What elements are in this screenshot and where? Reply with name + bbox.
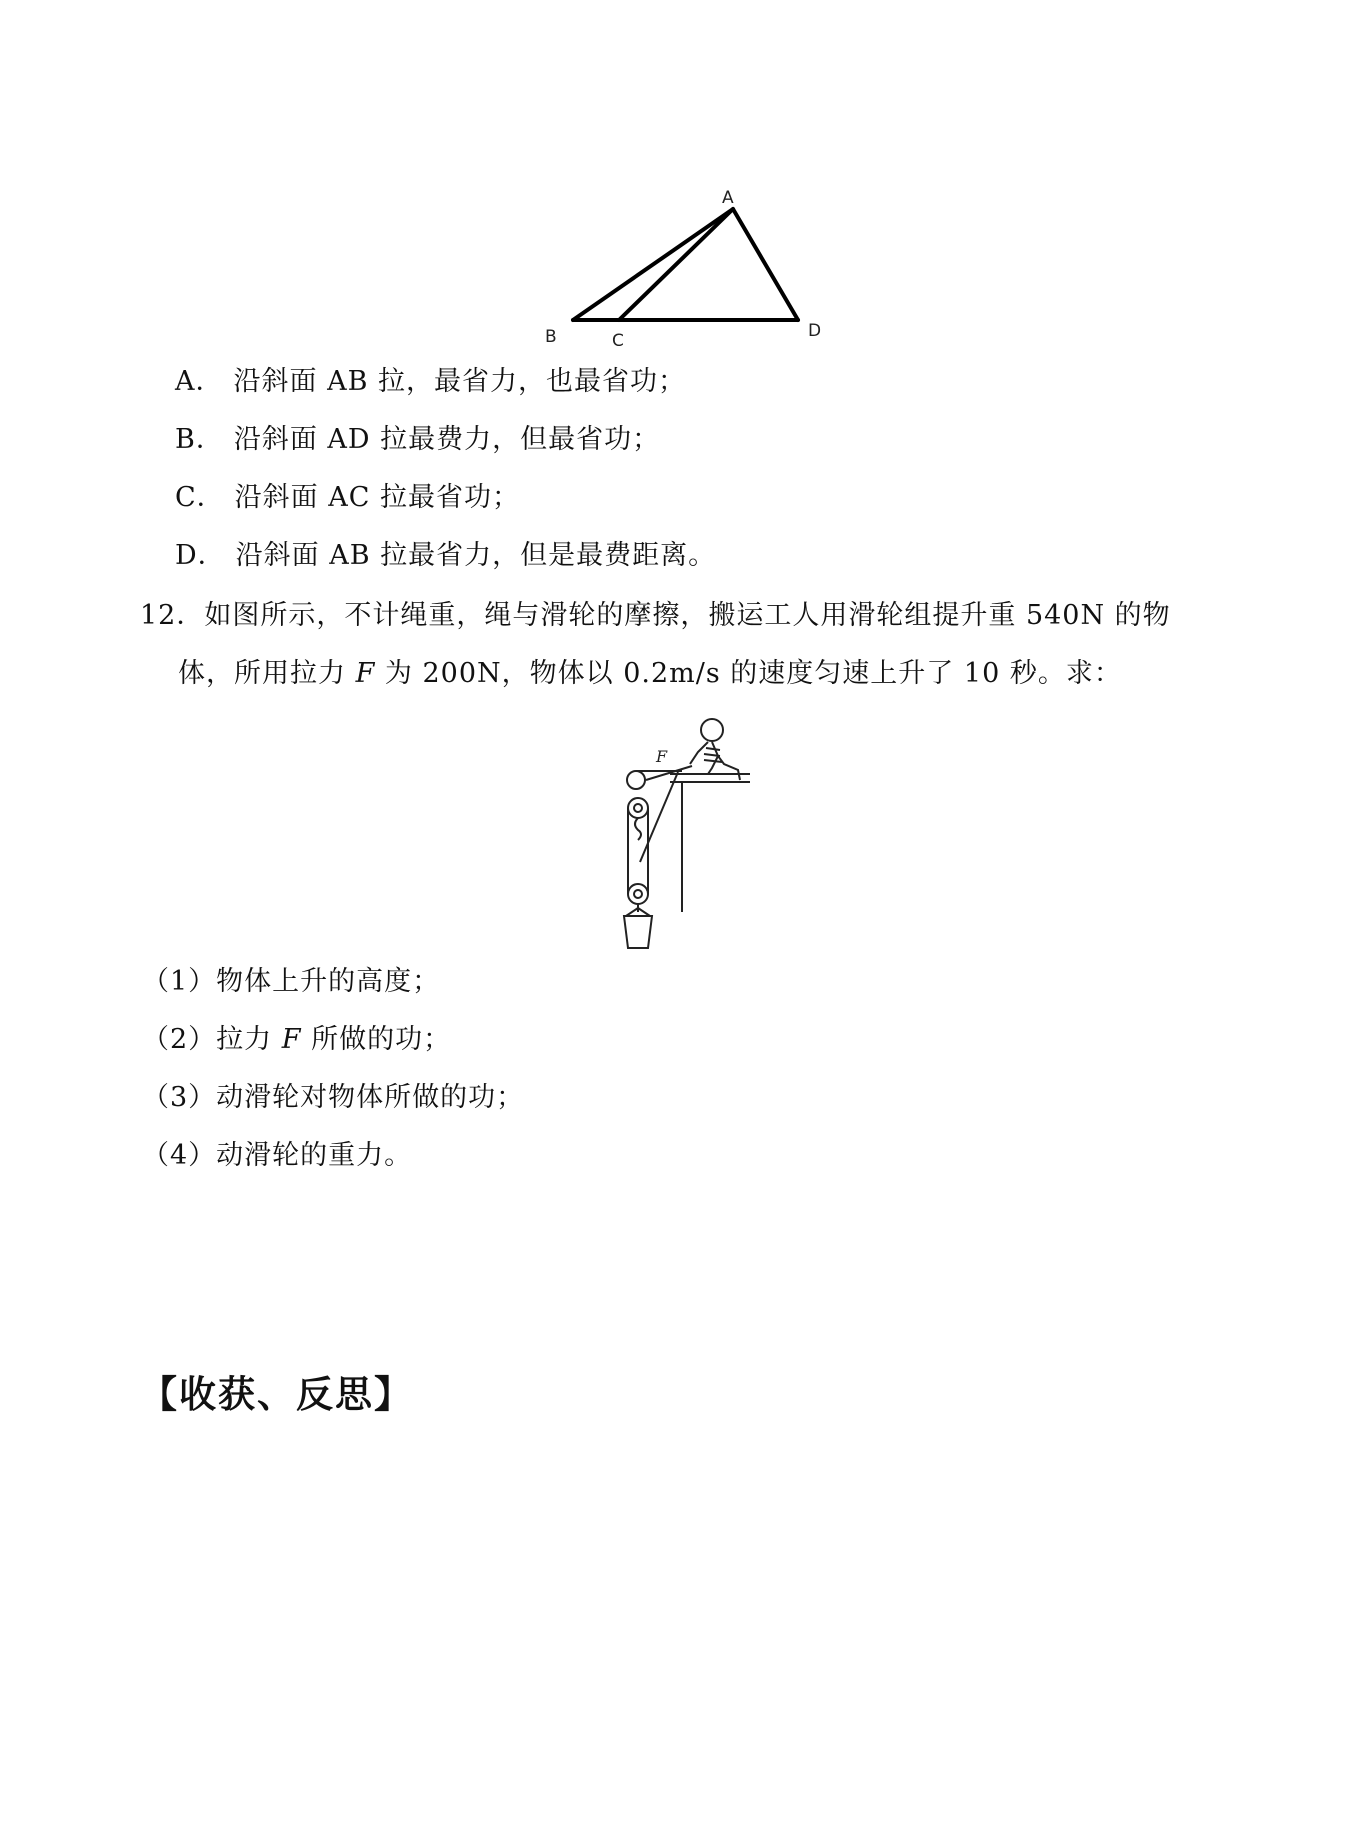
option-letter: D． [175,540,226,571]
option-letter: B． [175,424,224,455]
rope-diagonal [640,772,678,862]
force-variable: F [355,658,376,689]
question-12-line1 [140,598,1171,634]
worker-head [701,719,723,741]
subquestion-text-post: 所做的功； [301,1024,452,1055]
upper-pulley-inner [634,804,642,812]
fixed-pulley [627,771,645,789]
incline-diagram [540,180,840,350]
pulley-diagram [620,712,760,952]
force-label: F [656,747,668,766]
option-text: 沿斜面 AB 拉最省力，但是最费距离。 [235,540,717,571]
subquestion-3: （3）动滑轮对物体所做的功； [142,1082,525,1113]
movable-pulley-inner [634,890,642,898]
option-letter: C． [175,482,225,513]
option-text: 沿斜面 AD 拉最费力，但最省功； [233,424,661,455]
option-text: 沿斜面 AC 拉最省功； [234,482,520,513]
worker-stripes [704,748,722,762]
label-b: B [545,327,557,347]
option-text: 沿斜面 AB 拉，最省力，也最省功； [233,366,687,397]
subquestion-1: （1）物体上升的高度； [142,966,441,997]
question-number: 12． [140,600,205,631]
option-b [175,422,660,458]
subquestion-4: （4）动滑轮的重力。 [142,1140,413,1171]
movable-pulley [628,884,648,904]
label-c: C [612,331,624,350]
subquestion-2 [142,1022,451,1058]
subquestion-text-pre: （2）拉力 [142,1024,282,1055]
label-d: D [808,321,822,341]
question-text: 如图所示，不计绳重，绳与滑轮的摩擦，搬运工人用滑轮组提升重 540N 的物 [204,600,1171,631]
question-12-line2 [178,656,1122,692]
option-a [175,364,686,400]
option-c [175,480,520,516]
label-a: A [722,188,734,208]
line-ad [733,209,798,320]
upper-pulley [628,798,648,818]
hook [635,818,641,840]
line-ac [619,209,733,320]
force-variable: F [281,1024,302,1055]
question-text-pre: 体，所用拉力 [178,658,356,689]
question-text-post: 为 200N，物体以 0.2m/s 的速度匀速上升了 10 秒。求： [375,658,1122,689]
bucket [624,916,652,948]
option-letter: A． [175,366,224,397]
option-d [175,538,716,574]
section-heading: 【收获、反思】 [140,1373,413,1416]
line-ab [573,209,733,320]
